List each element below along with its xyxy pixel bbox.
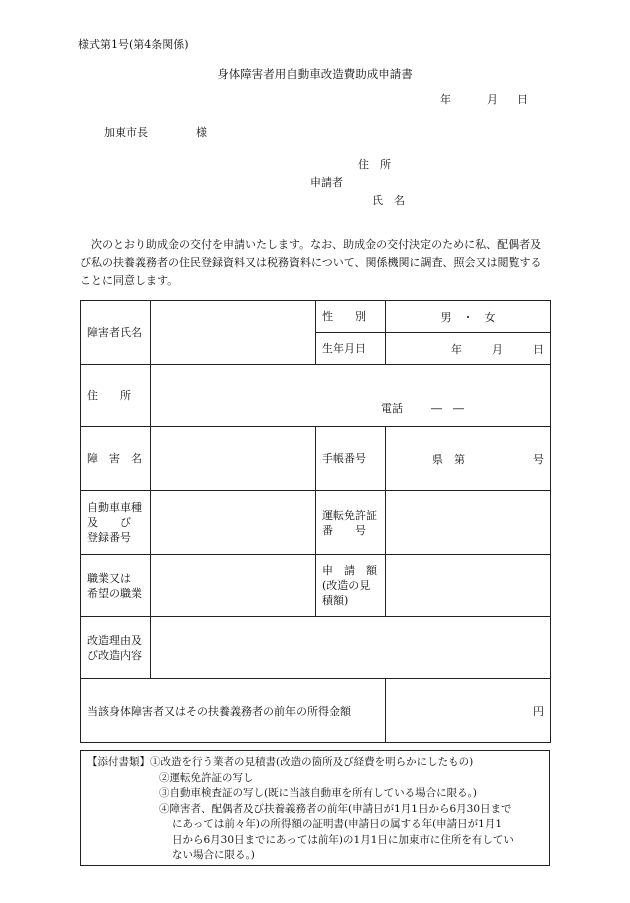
address-field[interactable] xyxy=(151,365,551,427)
phone-dashes: ― ― xyxy=(431,402,464,415)
addressee xyxy=(104,124,207,140)
attachment-item-1 xyxy=(87,755,543,771)
date-year-label: 年 xyxy=(440,93,451,106)
phone-label: 電話 xyxy=(381,402,403,415)
form-number: 様式第1号(第4条関係) xyxy=(78,38,189,51)
reason-label-line1: 改造理由及 xyxy=(87,633,142,647)
reason-label xyxy=(81,617,151,679)
amount-field[interactable] xyxy=(386,555,551,617)
addressee-honorific: 様 xyxy=(196,126,207,139)
vehicle-type-label xyxy=(81,491,151,555)
amount-label-line2: (改造の見 xyxy=(322,579,371,592)
birth-day-label: 日 xyxy=(533,342,544,356)
job-label xyxy=(81,555,151,617)
vehicle-type-field[interactable] xyxy=(151,491,316,555)
page-title: 身体障害者用自動車改造費助成申請書 xyxy=(217,67,413,81)
date-day-label: 日 xyxy=(517,93,528,106)
amount-label-line1: 申 請 額 xyxy=(322,564,377,577)
handbook-field[interactable] xyxy=(386,427,551,491)
attachment-item-4-line1: ④障害者、配偶者及び扶養義務者の前年(申請日が1月1日から6月30日まで xyxy=(159,802,512,815)
sex-options[interactable]: 男 ・ 女 xyxy=(386,301,551,333)
attachments-heading: 【添付書類】 xyxy=(87,756,150,768)
date-month-label: 月 xyxy=(487,93,498,106)
address-label: 住 所 xyxy=(81,365,151,427)
license-label-line2: 番 号 xyxy=(322,523,366,537)
job-label-line2: 希望の職業 xyxy=(87,586,142,600)
disabled-name-field[interactable] xyxy=(151,301,316,365)
vehicle-type-label-line1: 自動車車種 xyxy=(87,501,142,514)
birth-year-label: 年 xyxy=(451,342,462,356)
job-label-line1: 職業又は xyxy=(87,571,131,585)
attachment-item-4-line4: ない場合に限る。) xyxy=(172,849,255,861)
disabled-name-label: 障害者氏名 xyxy=(81,301,151,365)
disability-label: 障 害 名 xyxy=(81,427,151,491)
applicant-address-label: 住 所 xyxy=(358,158,391,171)
birth-month-label: 月 xyxy=(492,342,503,356)
reason-label-line2: び改造内容 xyxy=(87,648,142,662)
attachment-item-1-text: ①改造を行う業者の見積書(改造の箇所及び経費を明らかにしたもの) xyxy=(150,756,474,768)
attachment-item-2: ②運転免許証の写し xyxy=(159,771,254,784)
attachment-item-4-line3: 日から6月30日までにあっては前年)の1月1日に加東市に住所を有してい xyxy=(172,833,514,846)
handbook-pref: 県 第 xyxy=(432,452,465,466)
vehicle-type-label-line3: 登録番号 xyxy=(87,531,131,544)
income-label: 当該身体障害者又はその扶養義務者の前年の所得金額 xyxy=(81,679,386,743)
income-unit: 円 xyxy=(533,704,544,718)
vehicle-type-label-line2: 及 び xyxy=(87,516,131,529)
attachment-item-4-line2: にあっては前々年)の所得額の証明書(申請日の属する年(申請日が1月1 xyxy=(172,818,503,830)
applicant-block xyxy=(310,156,405,210)
license-field[interactable] xyxy=(386,491,551,555)
license-label xyxy=(316,491,386,555)
attachment-item-3: ③自動車検査証の写し(既に当該自動車を所有している場合に限る。) xyxy=(159,787,477,799)
income-field[interactable] xyxy=(386,679,551,743)
license-label-line1: 運転免許証 xyxy=(322,508,377,522)
handbook-number-label: 号 xyxy=(533,452,544,466)
applicant-label: 申請者 xyxy=(310,176,343,189)
birthdate-field[interactable] xyxy=(386,333,551,365)
handbook-label: 手帳番号 xyxy=(316,427,386,491)
birthdate-label: 生年月日 xyxy=(316,333,386,365)
disability-field[interactable] xyxy=(151,427,316,491)
reason-field[interactable] xyxy=(151,617,551,679)
application-table xyxy=(80,300,551,743)
amount-label xyxy=(316,555,386,617)
amount-label-line3: 積額) xyxy=(322,594,349,607)
addressee-name: 加東市長 xyxy=(104,126,148,139)
intro-paragraph: 次のとおり助成金の交付を申請いたします。なお、助成金の交付決定のために私、配偶者及び私の扶養義務者の住民登録資料又は税務資料について、関係機関に調査、照会又は閲覧することに同意します。 xyxy=(80,238,542,287)
job-field[interactable] xyxy=(151,555,316,617)
attachments-box xyxy=(80,750,550,866)
application-date xyxy=(440,91,528,107)
applicant-name-label: 氏 名 xyxy=(372,194,405,207)
sex-label: 性 別 xyxy=(316,301,386,333)
